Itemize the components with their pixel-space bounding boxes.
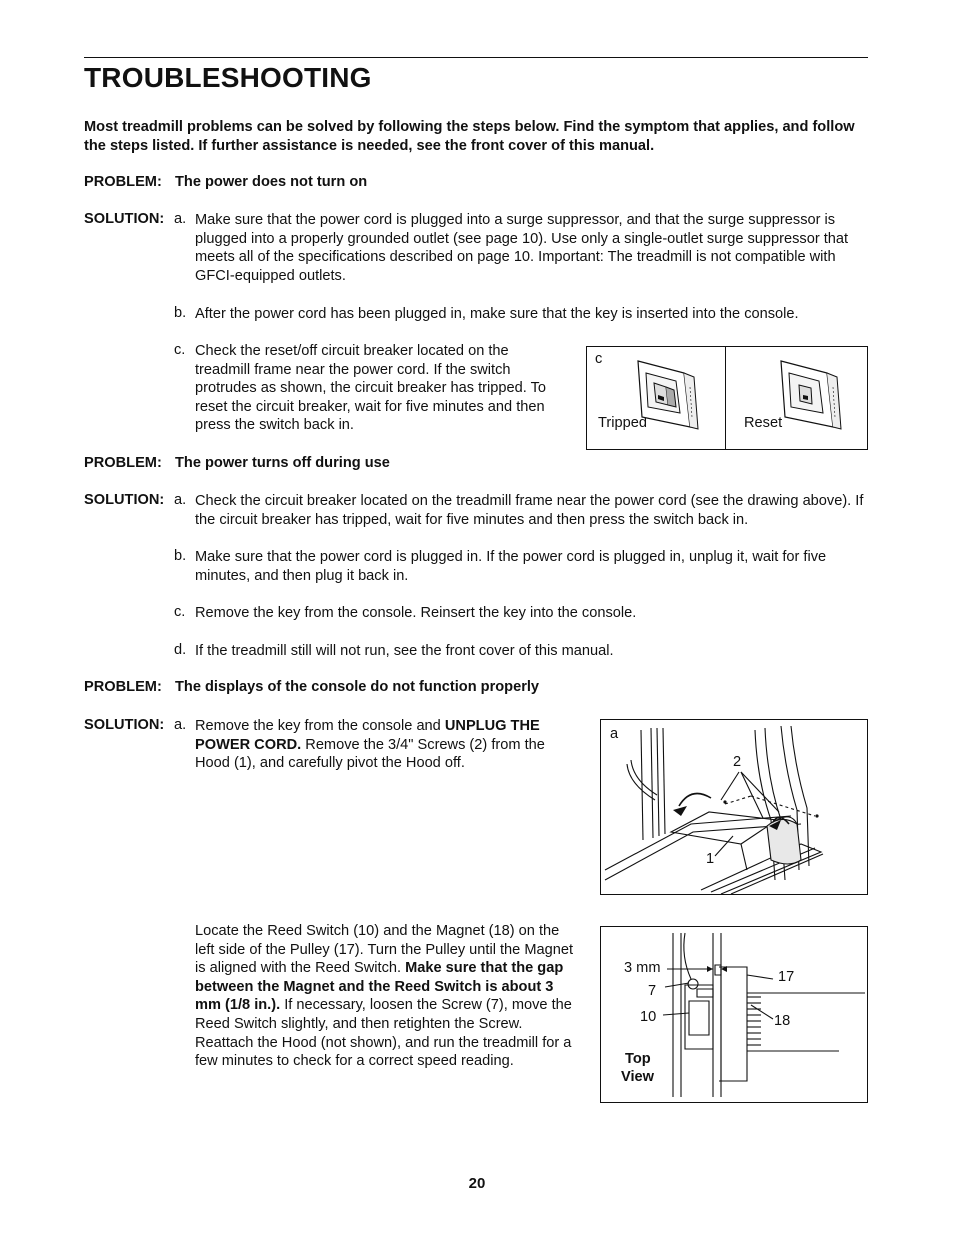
page-title: TROUBLESHOOTING [84,62,372,93]
reed-switch-drawing [601,927,867,1102]
solution-step: After the power cord has been plugged in, make sure that the key is inserted into the console. [195,306,799,322]
pulley-callout: 17 [778,969,795,985]
tripped-label: Tripped [598,415,647,431]
solution-step: If the treadmill still will not run, see the front cover of this manual. [195,643,614,659]
solution-step: Check the reset/off circuit breaker located on the treadmill frame near the power cord. If the switch protrudes as shown, the circuit breaker has tripped. To reset the circuit breaker, wait for five minutes and then press the switch back in. [195,343,546,434]
view-label-view: View [621,1069,654,1085]
problem-1-title: The power does not turn on [175,174,368,190]
solution-step [195,717,580,773]
intro-paragraph: Most treadmill problems can be solved by following the steps below. Find the symptom that applies, and follow the steps listed. If further assistance is needed, see the front cover of this manual. [84,119,855,154]
breaker-reset-drawing [775,357,845,432]
reed-switch-figure [600,926,868,1103]
step-letter: a. [174,211,187,227]
hood-figure [600,719,868,895]
solution-step: Make sure that the power cord is plugged in. If the power cord is plugged in, unplug it, wait for five minutes, and then plug it back in. [195,549,827,584]
solution-step: Check the circuit breaker located on the treadmill frame near the power cord (see the drawing above). If the circuit breaker has tripped, wait for five minutes and then press the switch back in. [195,493,864,528]
figure-letter: a [610,726,619,742]
figure-letter: c [595,351,603,367]
problem-2-label: PROBLEM: [84,455,162,471]
breaker-tripped-drawing [632,357,702,432]
page-number: 20 [468,1175,486,1192]
step-letter: c. [174,342,186,358]
step-text: Remove the 3/4" Screws (2) from the Hood (1), and carefully pivot the Hood off. [195,736,545,772]
magnet-callout: 18 [774,1013,791,1029]
breaker-figure [586,346,868,450]
step-letter: b. [174,305,187,321]
problem-1-label: PROBLEM: [84,174,162,190]
solution-3-label: SOLUTION: [84,717,165,733]
step-letter: b. [174,548,187,564]
step-text: Remove the key from the console and [195,718,445,734]
hood-drawing [601,720,867,894]
solution-step: Remove the key from the console. Reinsert the key into the console. [195,605,637,621]
view-label-top: Top [625,1051,651,1067]
screws-callout: 2 [733,754,742,770]
step-text: If necessary, loosen the Screw (7), move the Reed Switch slightly, and then retighten the Screw. Reattach the Hood (not shown), and run the treadmill for a few minutes to check for a correct speed reading. [195,997,572,1070]
step-letter: d. [174,642,187,658]
hood-callout: 1 [706,851,715,867]
solution-2-label: SOLUTION: [84,492,165,508]
solution-step: Make sure that the power cord is plugged into a surge suppressor, and that the surge suppressor is plugged into a properly grounded outlet (see page 10). Use only a single-outlet surge suppressor that meets all of the specifications described on page 10. Important: The treadmill is not compatible with GFCI-equipped outlets. [195,212,849,284]
header-rule [84,57,868,58]
step-text: Locate the Reed Switch (10) and the Magnet (18) on the left side of the Pulley (17). Turn the Pulley until the Magnet is aligned with the Reed Switch. [195,923,574,977]
screw-callout: 7 [648,983,657,999]
step-letter: a. [174,492,187,508]
step-letter: c. [174,604,186,620]
figure-divider [725,347,726,449]
problem-3-title: The displays of the console do not function properly [175,679,540,695]
problem-2-title: The power turns off during use [175,455,390,471]
step-letter: a. [174,717,187,733]
step-text-bold: UNPLUG THE POWER CORD. [195,718,540,753]
gap-callout: 3 mm [624,960,661,976]
reset-label: Reset [744,415,783,431]
problem-3-label: PROBLEM: [84,679,162,695]
switch-callout: 10 [640,1009,657,1025]
solution-1-label: SOLUTION: [84,211,165,227]
reed-switch-instructions [195,922,575,1071]
step-text-bold: Make sure that the gap between the Magnet and the Reed Switch is about 3 mm (1/8 in.). [195,960,564,1014]
